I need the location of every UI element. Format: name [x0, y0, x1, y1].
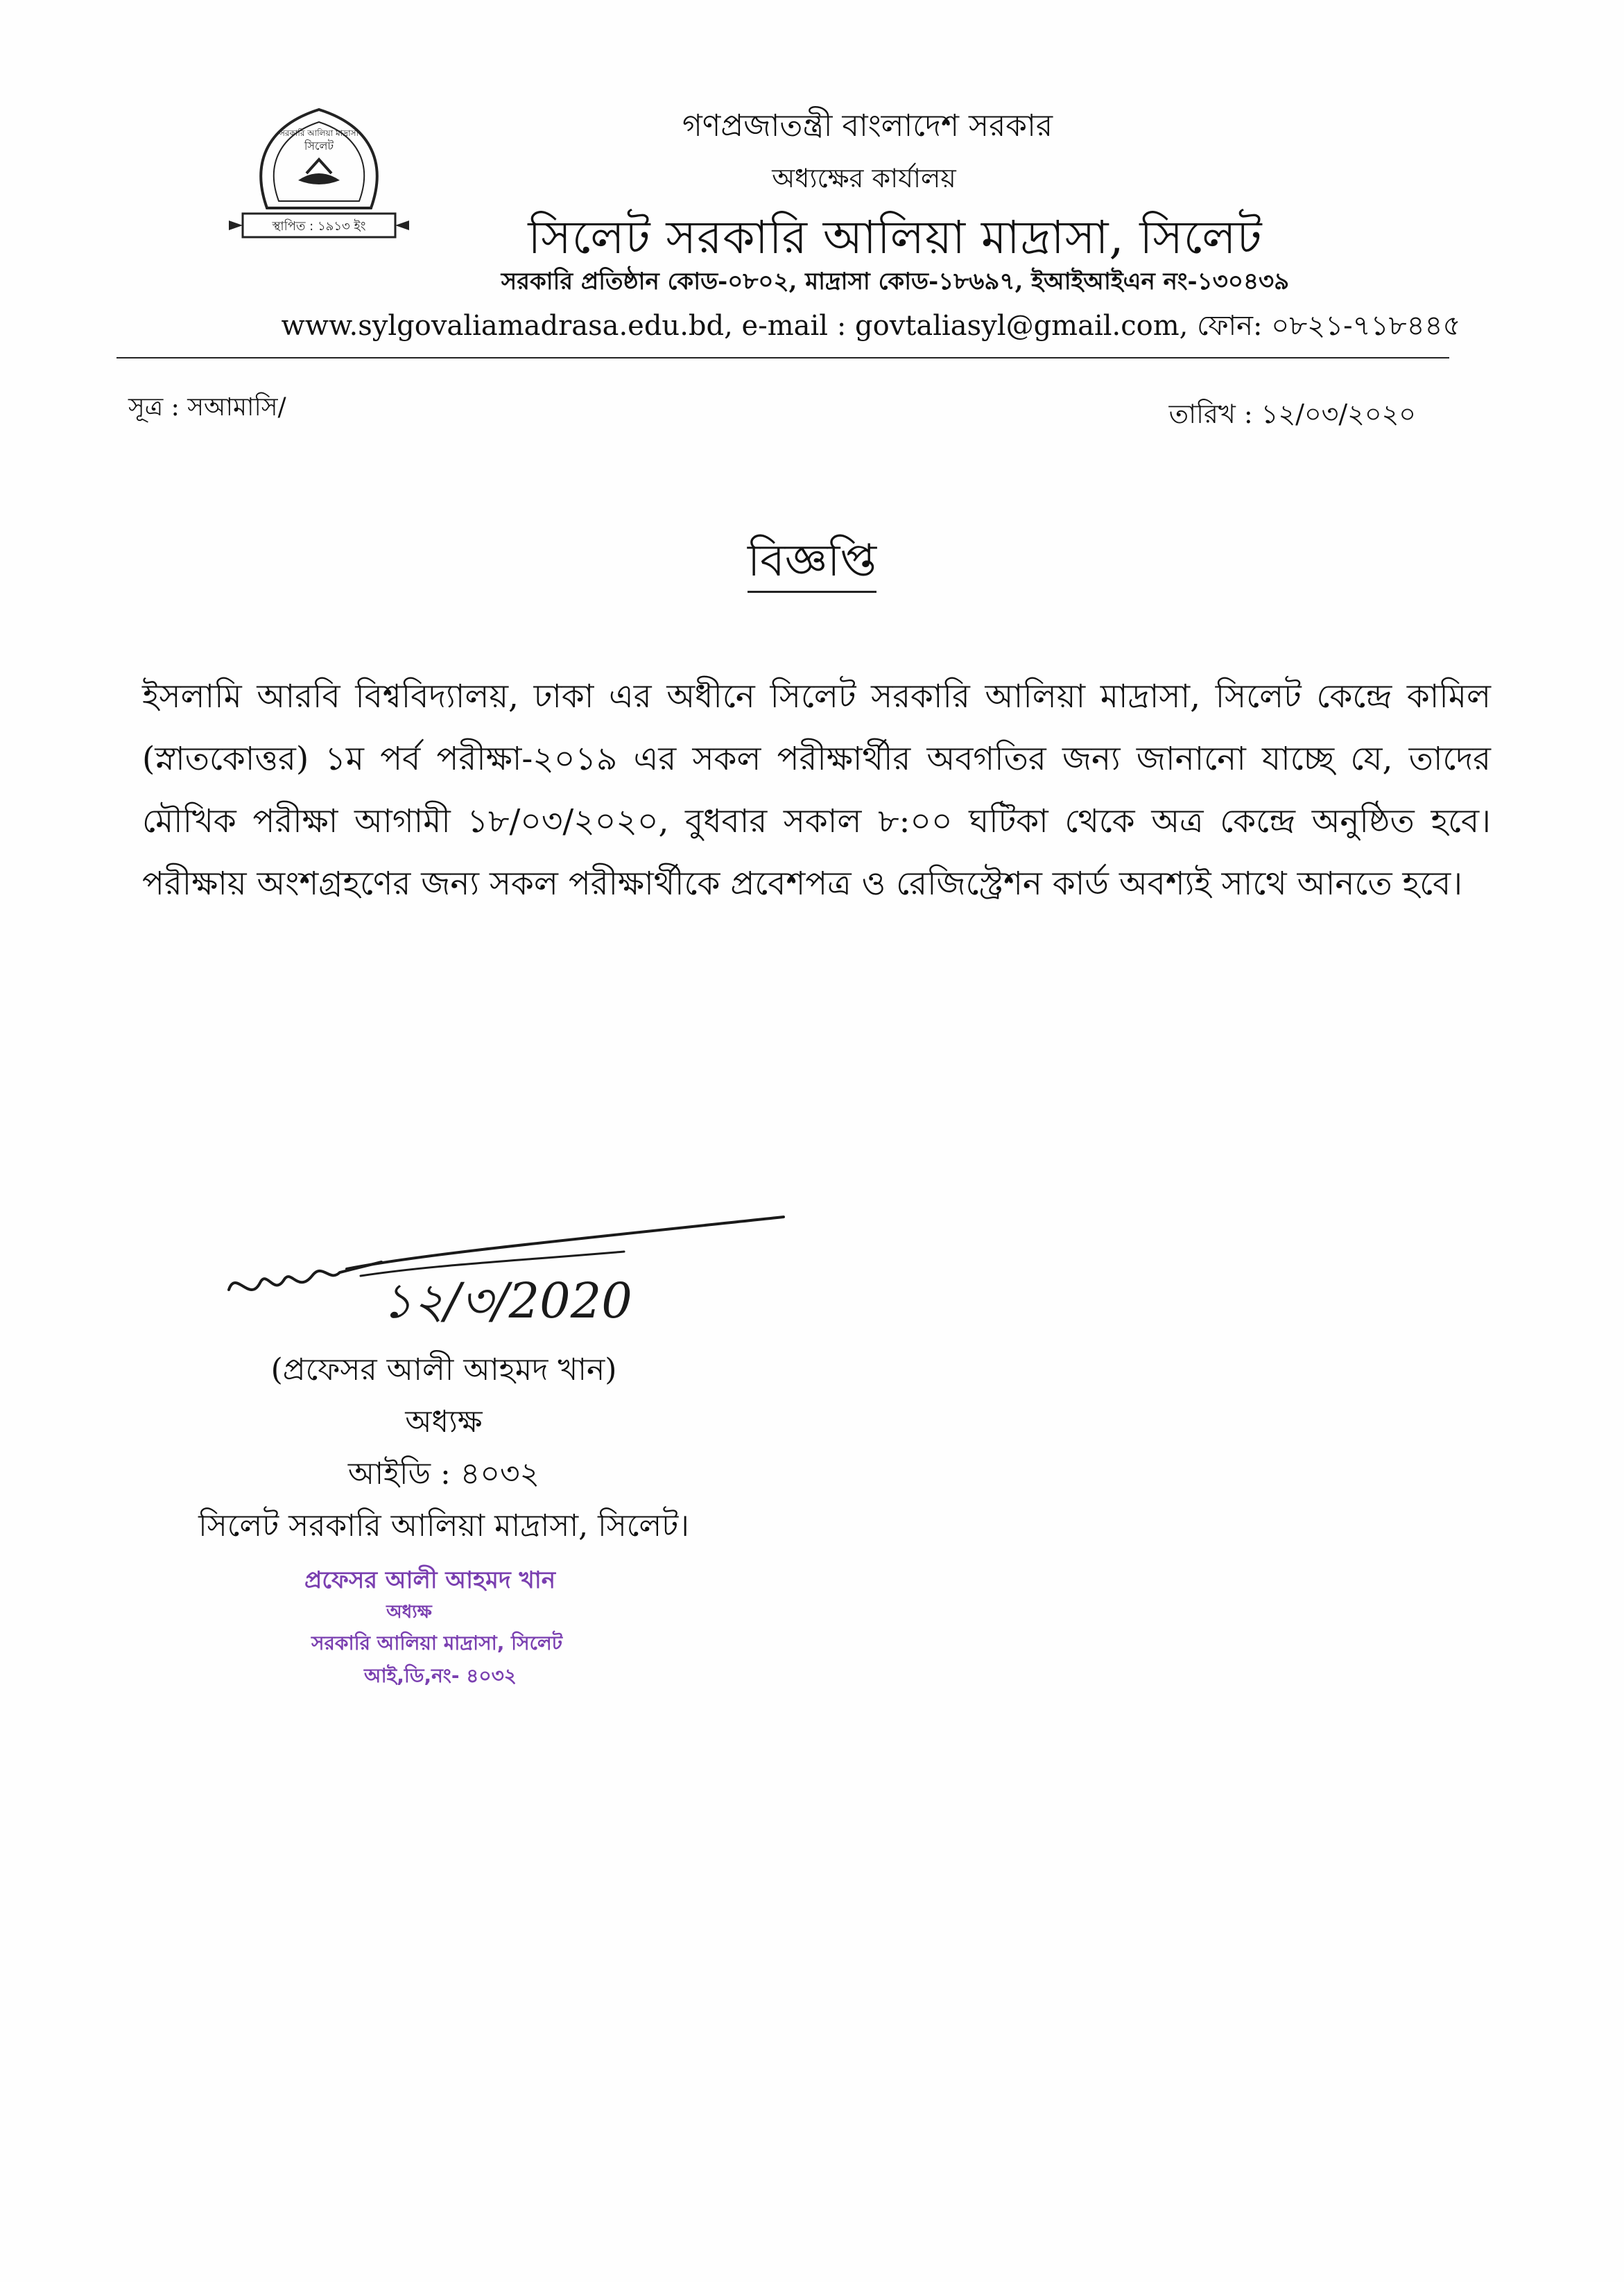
seal-designation: অধ্যক্ষ [386, 1602, 432, 1623]
signature-block [132, 1344, 756, 1552]
handwritten-signature [208, 1200, 832, 1338]
header-divider [116, 357, 1449, 358]
notice-title-text: বিজ্ঞপ্তি [748, 535, 876, 593]
institution-name: সিলেট সরকারি আলিয়া মাদ্রাসা, সিলেট [528, 211, 1263, 264]
notice-body: ইসলামি আরবি বিশ্ববিদ্যালয়, ঢাকা এর অধীনে সিলেট সরকারি আলিয়া মাদ্রাসা, সিলেট কেন্দ্রে কামিল (স্নাতকোত্তর) ১ম পর্ব পরীক্ষা-২০১৯ এর সকল পরীক্ষার্থীর অবগতির জন্য জানানো যাচ্ছে যে, তাদের মৌখিক পরীক্ষা আগামী ১৮/০৩/২০২০, বুধবার সকাল ৮:০০ ঘটিকা থেকে অত্র কেন্দ্রে অনুষ্ঠিত হবে। পরীক্ষায় অংশগ্রহণের জন্য সকল পরীক্ষার্থীকে প্রবেশপত্র ও রেজিস্ট্রেশন কার্ড অবশ্যই সাথে আনতে হবে। [142, 677, 1491, 903]
official-seal [250, 1563, 610, 1692]
seal-id: আই,ডি,নং- ৪০৩২ [363, 1664, 517, 1687]
seal-institution: সরকারি আলিয়া মাদ্রাসা, সিলেট [311, 1632, 562, 1654]
signature-date: ১২/৩/2020 [381, 1272, 632, 1329]
logo-top-text: সরকারি আলিয়া মাদ্রাসা [279, 128, 359, 138]
institution-codes: সরকারি প্রতিষ্ঠান কোড-০৮০২, মাদ্রাসা কোড-১৮৬৯৭, ইআইআইএন নং-১৩০৪৩৯ [501, 268, 1290, 295]
notice-date: তারিখ : ১২/০৩/২০২০ [1168, 399, 1416, 429]
reference-number: সূত্র : সআমাসি/ [128, 393, 286, 422]
contact-info: www.sylgovaliamadrasa.edu.bd, e-mail : govtaliasyl@gmail.com, ফোন: ০৮২১-৭১৮৪৪৫ [281, 310, 1461, 342]
logo-sub-text: সিলেট [304, 139, 334, 153]
office-name: অধ্যক্ষের কার্যালয় [772, 163, 956, 193]
signatory-institution: সিলেট সরকারি আলিয়া মাদ্রাসা, সিলেট। [198, 1508, 689, 1544]
notice-title [0, 527, 1624, 601]
signatory-id: আইডি : ৪০৩২ [347, 1456, 540, 1492]
government-name: গণপ্রজাতন্ত্রী বাংলাদেশ সরকার [682, 108, 1053, 144]
logo-estd-text: স্থাপিত : ১৯১৩ ইং [272, 219, 366, 234]
signatory-designation: অধ্যক্ষ [405, 1404, 483, 1440]
seal-name: প্রফেসর আলী আহমদ খান [304, 1566, 556, 1594]
signatory-name: (প্রফেসর আলী আহমদ খান) [270, 1352, 617, 1388]
